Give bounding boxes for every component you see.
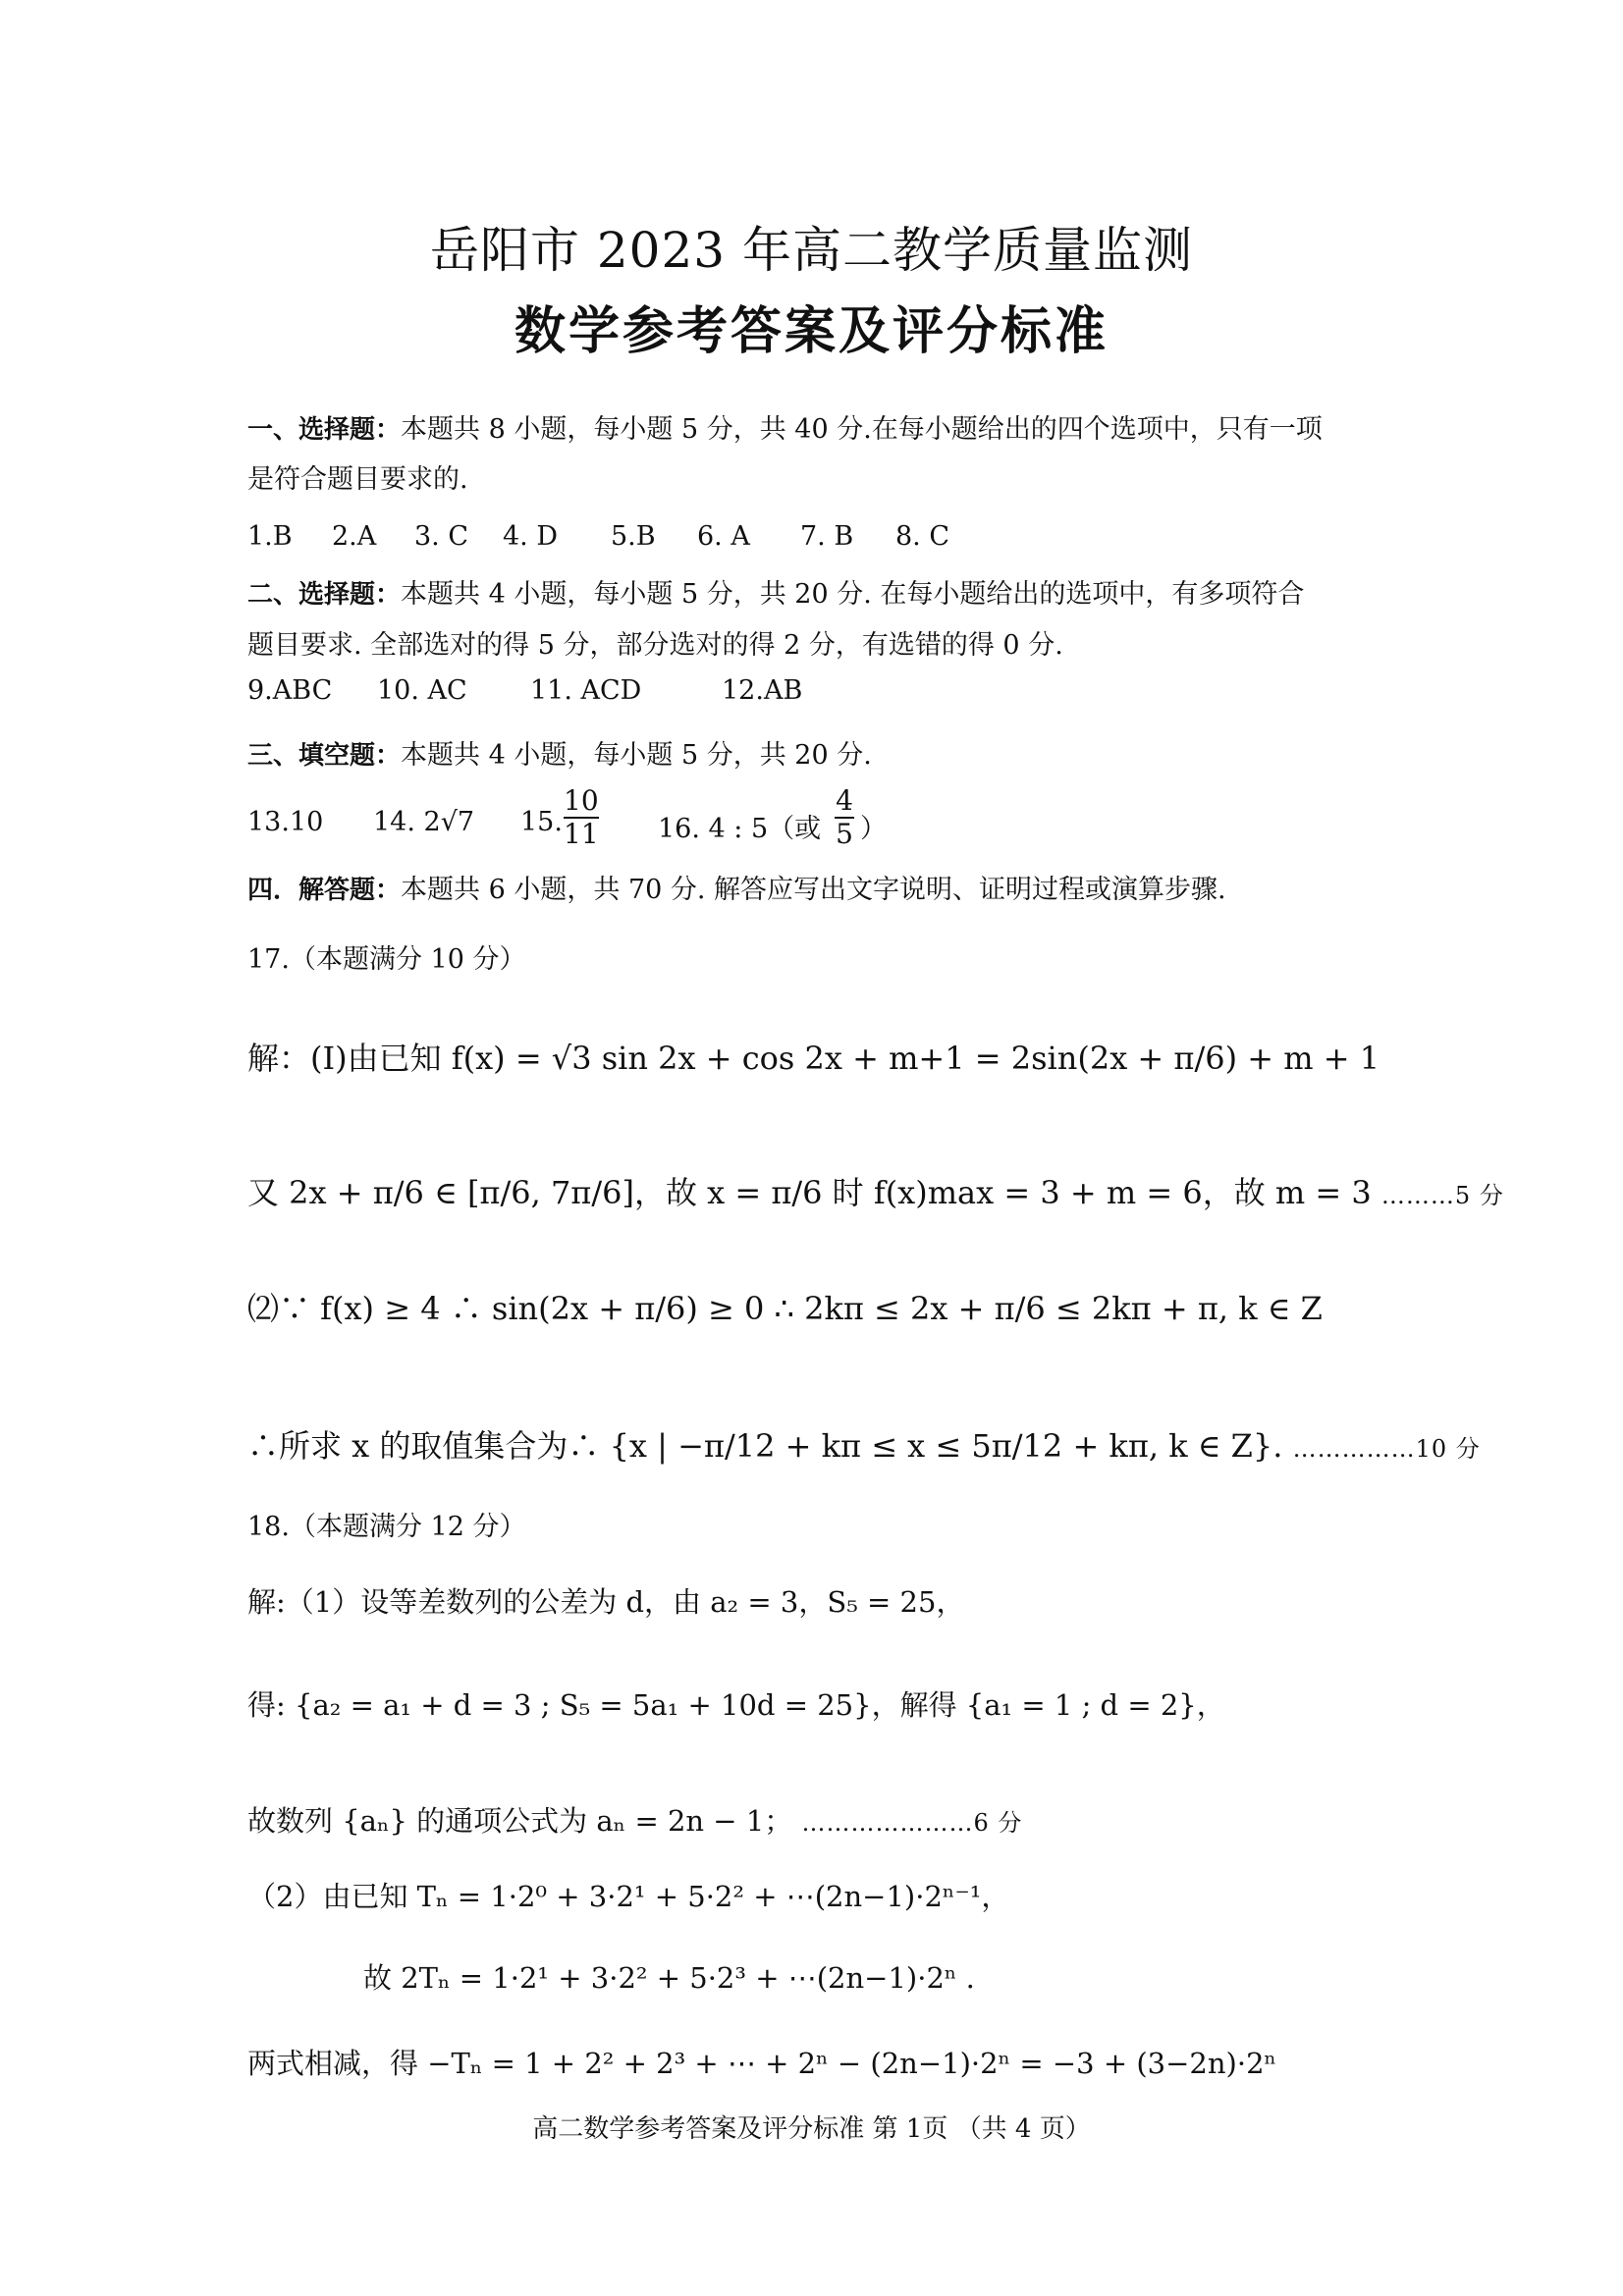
answer-12: 12.AB: [722, 675, 803, 706]
answer-5: 5.B: [611, 521, 656, 552]
answer-11: 11. ACD: [530, 675, 642, 706]
answer-2: 2.A: [332, 521, 377, 552]
q18-solution-line4: （2）由已知 Tₙ = 1·2⁰ + 3·2¹ + 5·2² + ⋯(2n−1)·2ⁿ⁻¹，: [247, 1880, 1010, 1913]
answer-15-denominator: 11: [564, 818, 599, 850]
q18-score-1: …………………6 分: [801, 1809, 1023, 1837]
section3-text: 本题共 4 小题，每小题 5 分，共 20 分.: [401, 740, 872, 771]
section2-text1: 本题共 4 小题，每小题 5 分，共 20 分. 在每小题给出的选项中，有多项符合: [401, 579, 1305, 610]
answer-15-numerator: 10: [564, 784, 599, 817]
answer-13: 13.10: [247, 807, 324, 837]
q17-line2-text: 又 2x + π/6 ∈ [π/6, 7π/6]，故 x = π/6 时 f(x)max = 3 + m = 6，故 m = 3: [247, 1174, 1372, 1211]
answer-16-denominator: 5: [836, 818, 853, 850]
answer-3: 3. C: [414, 521, 469, 552]
answer-7: 7. B: [800, 521, 854, 552]
q17-header: 17.（本题满分 10 分）: [247, 944, 526, 975]
section4-line: [247, 873, 1226, 908]
section1-heading: 一、选择题：: [247, 415, 402, 445]
answer-6: 6. A: [697, 521, 750, 552]
document-title: 岳阳市 2023 年高二教学质量监测: [429, 222, 1194, 279]
q18-solution-line2: 得: {a₂ = a₁ + d = 3 ; S₅ = 5a₁ + 10d = 25}，解得 {a₁ = 1 ; d = 2}，: [247, 1688, 1225, 1722]
q17-line4-text: ∴所求 x 的取值集合为∴ {x | −π/12 + kπ ≤ x ≤ 5π/12 + kπ, k ∈ Z}.: [247, 1427, 1283, 1465]
answer-15-fraction: [564, 785, 599, 850]
answer-16-fraction: [835, 785, 854, 850]
section2-line1: [247, 577, 1304, 613]
q17-solution-line3: ⑵∵ f(x) ≥ 4 ∴ sin(2x + π/6) ≥ 0 ∴ 2kπ ≤ 2x + π/6 ≤ 2kπ + π, k ∈ Z: [247, 1290, 1323, 1327]
section4-heading: 四．解答题：: [247, 876, 402, 905]
section1-text2: 是符合题目要求的.: [247, 464, 468, 495]
section2-text2: 题目要求. 全部选对的得 5 分，部分选对的得 2 分，有选错的得 0 分.: [247, 630, 1063, 661]
q17-solution-line1: 解：(Ⅰ)由已知 f(x) = √3 sin 2x + cos 2x + m+1 = 2sin(2x + π/6) + m + 1: [247, 1040, 1380, 1077]
answer-4: 4. D: [503, 521, 558, 552]
page-footer: 高二数学参考答案及评分标准 第 1页 （共 4 页）: [532, 2114, 1091, 2144]
q17-solution-line2: [247, 1168, 1504, 1213]
q18-solution-line3: [247, 1799, 1022, 1840]
section3-line: [247, 738, 872, 774]
q18-line3-text: 故数列 {aₙ} 的通项公式为 aₙ = 2n − 1；: [247, 1804, 793, 1838]
q18-solution-line1: 解:（1）设等差数列的公差为 d，由 a₂ = 3，S₅ = 25，: [247, 1585, 965, 1619]
answer-14: 14. 2√7: [373, 807, 475, 837]
section2-heading: 二、选择题：: [247, 580, 402, 610]
answer-9: 9.ABC: [247, 675, 333, 706]
answer-10: 10. AC: [377, 675, 467, 706]
answer-1: 1.B: [247, 521, 293, 552]
q17-score-1: ………5 分: [1380, 1182, 1504, 1209]
answer-16-prefix: 16. 4 : 5（或: [658, 814, 822, 844]
q17-solution-line4: [247, 1421, 1481, 1467]
section1-text1: 本题共 8 小题，每小题 5 分，共 40 分.在每小题给出的四个选项中，只有一项: [401, 414, 1323, 445]
q18-header: 18.（本题满分 12 分）: [247, 1512, 526, 1542]
section1-line1: [247, 412, 1323, 448]
answer-15-prefix: 15.: [520, 807, 563, 837]
q17-score-2: ……………10 分: [1292, 1435, 1481, 1463]
q18-solution-line6: 两式相减，得 −Tₙ = 1 + 2² + 2³ + ⋯ + 2ⁿ − (2n−1)·2ⁿ = −3 + (3−2n)·2ⁿ: [247, 2047, 1277, 2080]
answer-16-suffix: ）: [860, 814, 887, 844]
section3-heading: 三、填空题：: [247, 741, 402, 771]
section4-text: 本题共 6 小题，共 70 分. 解答应写出文字说明、证明过程或演算步骤.: [401, 875, 1226, 905]
answer-8: 8. C: [895, 521, 950, 552]
document-subtitle: 数学参考答案及评分标准: [514, 302, 1109, 361]
q18-solution-line5: 故 2Tₙ = 1·2¹ + 3·2² + 5·2³ + ⋯(2n−1)·2ⁿ .: [363, 1961, 975, 1995]
answer-16-numerator: 4: [836, 784, 853, 817]
